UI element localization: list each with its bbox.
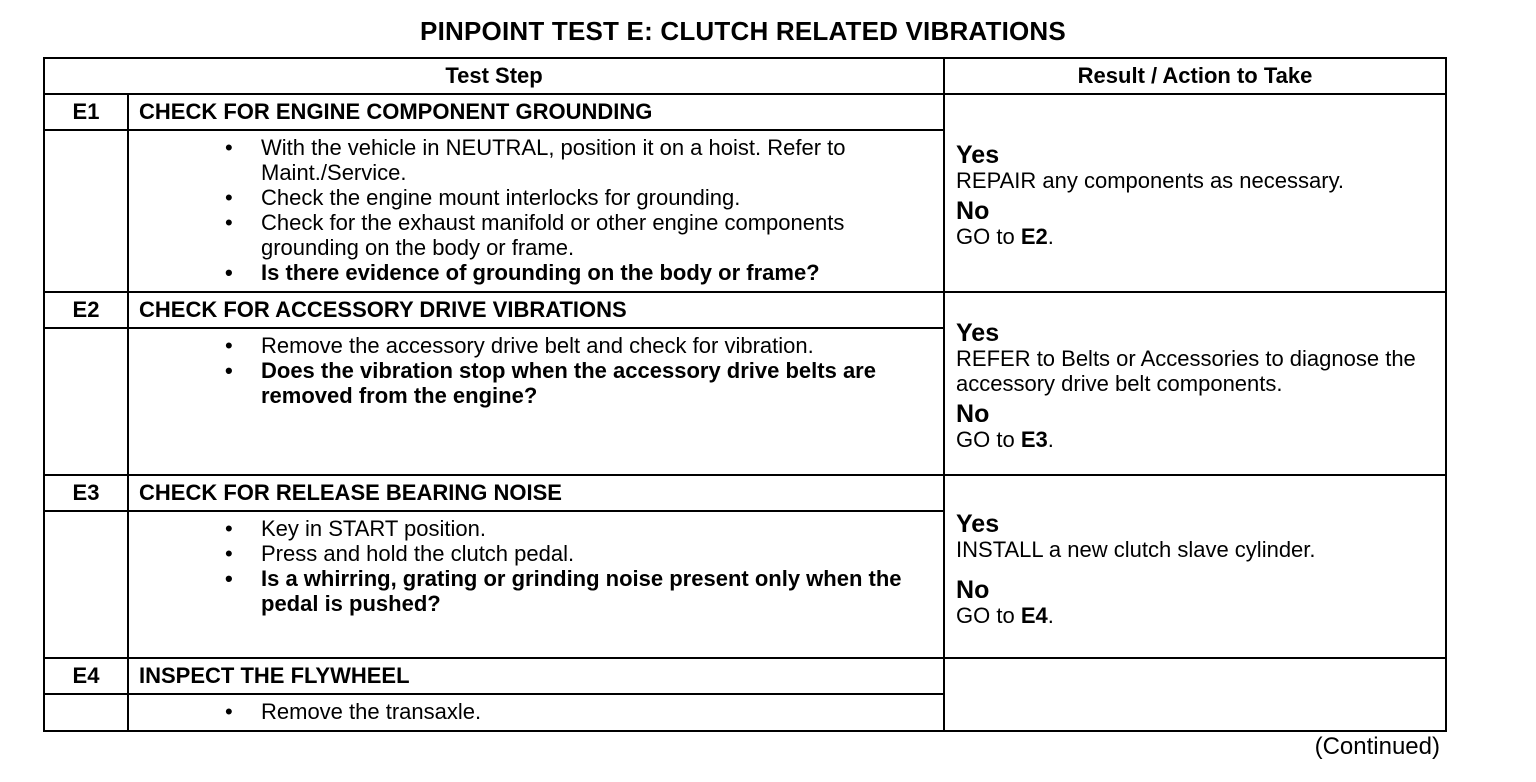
list-item: • Remove the transaxle.	[225, 699, 482, 724]
header-test-step: Test Step	[44, 58, 944, 94]
no-label: No	[956, 400, 990, 428]
step-question: • Is a whirring, grating or grinding noise present only when the pedal is pushed?	[225, 566, 902, 616]
step-e3-title-row	[44, 475, 1446, 511]
step-title: CHECK FOR ENGINE COMPONENT GROUNDING	[128, 94, 944, 130]
no-action: GO to E4.	[956, 602, 1054, 628]
list-item: • With the vehicle in NEUTRAL, position it on a hoist. Refer to Maint./Service.	[225, 135, 846, 185]
step-instructions	[128, 511, 944, 658]
no-action: GO to E3.	[956, 427, 1054, 452]
page-title: PINPOINT TEST E: CLUTCH RELATED VIBRATIONS	[420, 16, 1066, 46]
no-label: No	[956, 575, 990, 604]
step-id: E2	[44, 292, 128, 328]
step-instructions	[128, 328, 944, 475]
pinpoint-test-table	[43, 57, 1447, 732]
step-title: CHECK FOR RELEASE BEARING NOISE	[128, 475, 944, 511]
continued-note: (Continued)	[1314, 733, 1440, 760]
list-item: • Check the engine mount interlocks for grounding.	[225, 185, 741, 210]
step-e2-result	[944, 292, 1446, 475]
step-instructions	[128, 694, 944, 731]
step-e3-result	[944, 475, 1446, 658]
yes-action: REPAIR any components as necessary.	[956, 168, 1345, 193]
step-id-spacer	[44, 694, 128, 731]
step-e1-title-row	[44, 94, 1446, 130]
step-e4-title-row	[44, 658, 1446, 694]
step-id-spacer	[44, 130, 128, 292]
step-id-spacer	[44, 328, 128, 475]
yes-action: INSTALL a new clutch slave cylinder.	[956, 536, 1316, 562]
step-id: E4	[44, 658, 128, 694]
yes-label: Yes	[956, 141, 1000, 169]
step-id: E3	[44, 475, 128, 511]
no-action: GO to E2.	[956, 224, 1054, 249]
step-instructions	[128, 130, 944, 292]
step-id: E1	[44, 94, 128, 130]
step-question: • Is there evidence of grounding on the body or frame?	[225, 260, 820, 285]
no-label: No	[956, 197, 990, 225]
list-item: • Check for the exhaust manifold or other engine components grounding on the body or frame.	[225, 210, 845, 260]
yes-label: Yes	[956, 509, 1000, 538]
list-item: • Remove the accessory drive belt and check for vibration.	[225, 333, 814, 358]
yes-label: Yes	[956, 319, 1000, 347]
header-result: Result / Action to Take	[944, 58, 1446, 94]
step-e1-result	[944, 94, 1446, 292]
step-e4-result	[944, 658, 1446, 731]
list-item: • Press and hold the clutch pedal.	[225, 541, 575, 566]
table-header-row	[44, 58, 1446, 94]
step-title: INSPECT THE FLYWHEEL	[128, 658, 944, 694]
yes-action: REFER to Belts or Accessories to diagnose the accessory drive belt components.	[956, 346, 1416, 396]
step-question: • Does the vibration stop when the accessory drive belts are removed from the engine?	[225, 358, 876, 408]
step-title: CHECK FOR ACCESSORY DRIVE VIBRATIONS	[128, 292, 944, 328]
list-item: • Key in START position.	[225, 516, 486, 541]
step-id-spacer	[44, 511, 128, 658]
step-e2-title-row	[44, 292, 1446, 328]
